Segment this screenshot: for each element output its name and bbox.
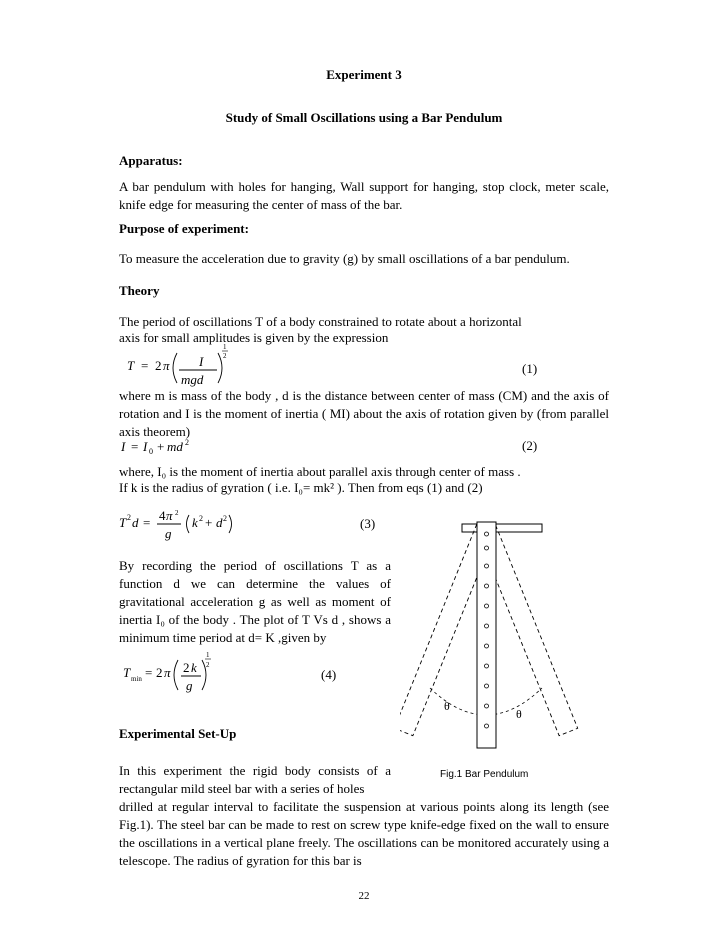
svg-text:d: d xyxy=(216,515,223,530)
theory-intro-line1: The period of oscillations T of a body constrained to rotate about a horizontal xyxy=(119,314,522,329)
equation-3-number: (3) xyxy=(360,516,376,531)
apparatus-text: A bar pendulum with holes for hanging, Wall support for hanging, stop clock, meter scale, knife edge for measuring the center of mass of the bar. xyxy=(119,179,609,212)
setup-text-wide: drilled at regular interval to facilitate the suspension at various points along its length (see Fig.1). The steel bar can be made to rest on screw type knife-edge fixed on the wall to ensure the oscillations in a vertical plane freely. The oscillations can be monitored accurately using a telescope. The radius of gyration for this bar is xyxy=(119,799,609,868)
svg-text:2: 2 xyxy=(175,509,179,517)
theory-intro-line2: axis for small amplitudes is given by the expression xyxy=(119,330,389,345)
apparatus-heading: Apparatus: xyxy=(119,153,183,168)
svg-text:mgd: mgd xyxy=(181,372,204,387)
svg-text:g: g xyxy=(165,526,172,541)
setup-text-narrow: In this experiment the rigid body consists of a rectangular mild steel bar with a series of holes xyxy=(119,763,391,796)
equation-1 xyxy=(119,343,229,391)
theta-right-label: θ xyxy=(516,707,522,721)
svg-text:I: I xyxy=(199,354,204,369)
svg-text:0: 0 xyxy=(149,447,153,455)
svg-text:=: = xyxy=(141,358,149,373)
figure-caption: Fig.1 Bar Pendulum xyxy=(440,769,529,780)
svg-text:+: + xyxy=(157,439,165,454)
page-number: 22 xyxy=(358,890,370,902)
purpose-heading: Purpose of experiment: xyxy=(119,221,249,236)
theory-where-line: where, I₀ is the moment of inertia about parallel axis through center of mass . xyxy=(119,464,521,479)
purpose-text: To measure the acceleration due to gravity (g) by small oscillations of a bar pendulum. xyxy=(119,251,570,266)
svg-text:1: 1 xyxy=(206,651,210,659)
setup-heading: Experimental Set-Up xyxy=(119,726,237,741)
theta-left-label: θ xyxy=(444,699,450,713)
svg-text:d: d xyxy=(132,515,139,530)
svg-text:π: π xyxy=(163,358,170,373)
theory-by-recording: By recording the period of oscillations T as a function d we can determine the values of gravitational acceleration g as well as moment of inertia I₀ of the body . The plot of T Vs d , shows a minimum time period at d= K ,given by xyxy=(119,558,391,645)
svg-text:4: 4 xyxy=(159,508,166,523)
equation-4-number: (4) xyxy=(321,667,337,682)
experiment-subtitle: Study of Small Oscillations using a Bar Pendulum xyxy=(225,110,503,125)
theory-after-eq1: where m is mass of the body , d is the distance between center of mass (CM) and the axis of rotation and I is the moment of inertia ( MI) about the axis of rotation given by (from parallel axis theorem) xyxy=(119,388,609,439)
svg-text:T: T xyxy=(119,515,127,530)
svg-text:2: 2 xyxy=(183,660,190,675)
bar-pendulum-figure xyxy=(400,510,600,760)
equation-1-number: (1) xyxy=(522,361,538,376)
svg-text:g: g xyxy=(186,678,193,693)
equation-2-number: (2) xyxy=(522,438,538,453)
svg-text:min: min xyxy=(131,675,142,683)
svg-text:md: md xyxy=(167,439,183,454)
theory-heading: Theory xyxy=(119,283,160,298)
svg-text:T: T xyxy=(127,358,135,373)
svg-text:2: 2 xyxy=(223,352,227,360)
svg-text:2: 2 xyxy=(156,665,163,680)
svg-text:2: 2 xyxy=(223,514,227,523)
svg-text:1: 1 xyxy=(223,343,227,351)
svg-text:I: I xyxy=(143,439,148,454)
svg-text:=: = xyxy=(131,439,139,454)
svg-text:+: + xyxy=(205,515,213,530)
svg-text:I: I xyxy=(121,439,126,454)
equation-3 xyxy=(119,507,249,547)
svg-text:π: π xyxy=(164,665,171,680)
svg-text:2: 2 xyxy=(185,438,189,447)
vertical-bar xyxy=(477,522,496,748)
svg-text:k: k xyxy=(192,515,198,530)
svg-text:=: = xyxy=(145,665,153,680)
equation-4 xyxy=(119,650,219,696)
svg-text:k: k xyxy=(191,660,197,675)
svg-text:2: 2 xyxy=(127,513,131,522)
experiment-title: Experiment 3 xyxy=(326,67,402,82)
svg-text:2: 2 xyxy=(155,358,162,373)
theory-radius-line: If k is the radius of gyration ( i.e. I₀= mk² ). Then from eqs (1) and (2) xyxy=(119,480,483,495)
svg-text:2: 2 xyxy=(206,661,210,669)
svg-text:2: 2 xyxy=(199,514,203,523)
svg-text:π: π xyxy=(166,508,173,523)
svg-text:=: = xyxy=(143,515,151,530)
equation-2 xyxy=(119,437,209,455)
svg-text:T: T xyxy=(123,665,131,680)
